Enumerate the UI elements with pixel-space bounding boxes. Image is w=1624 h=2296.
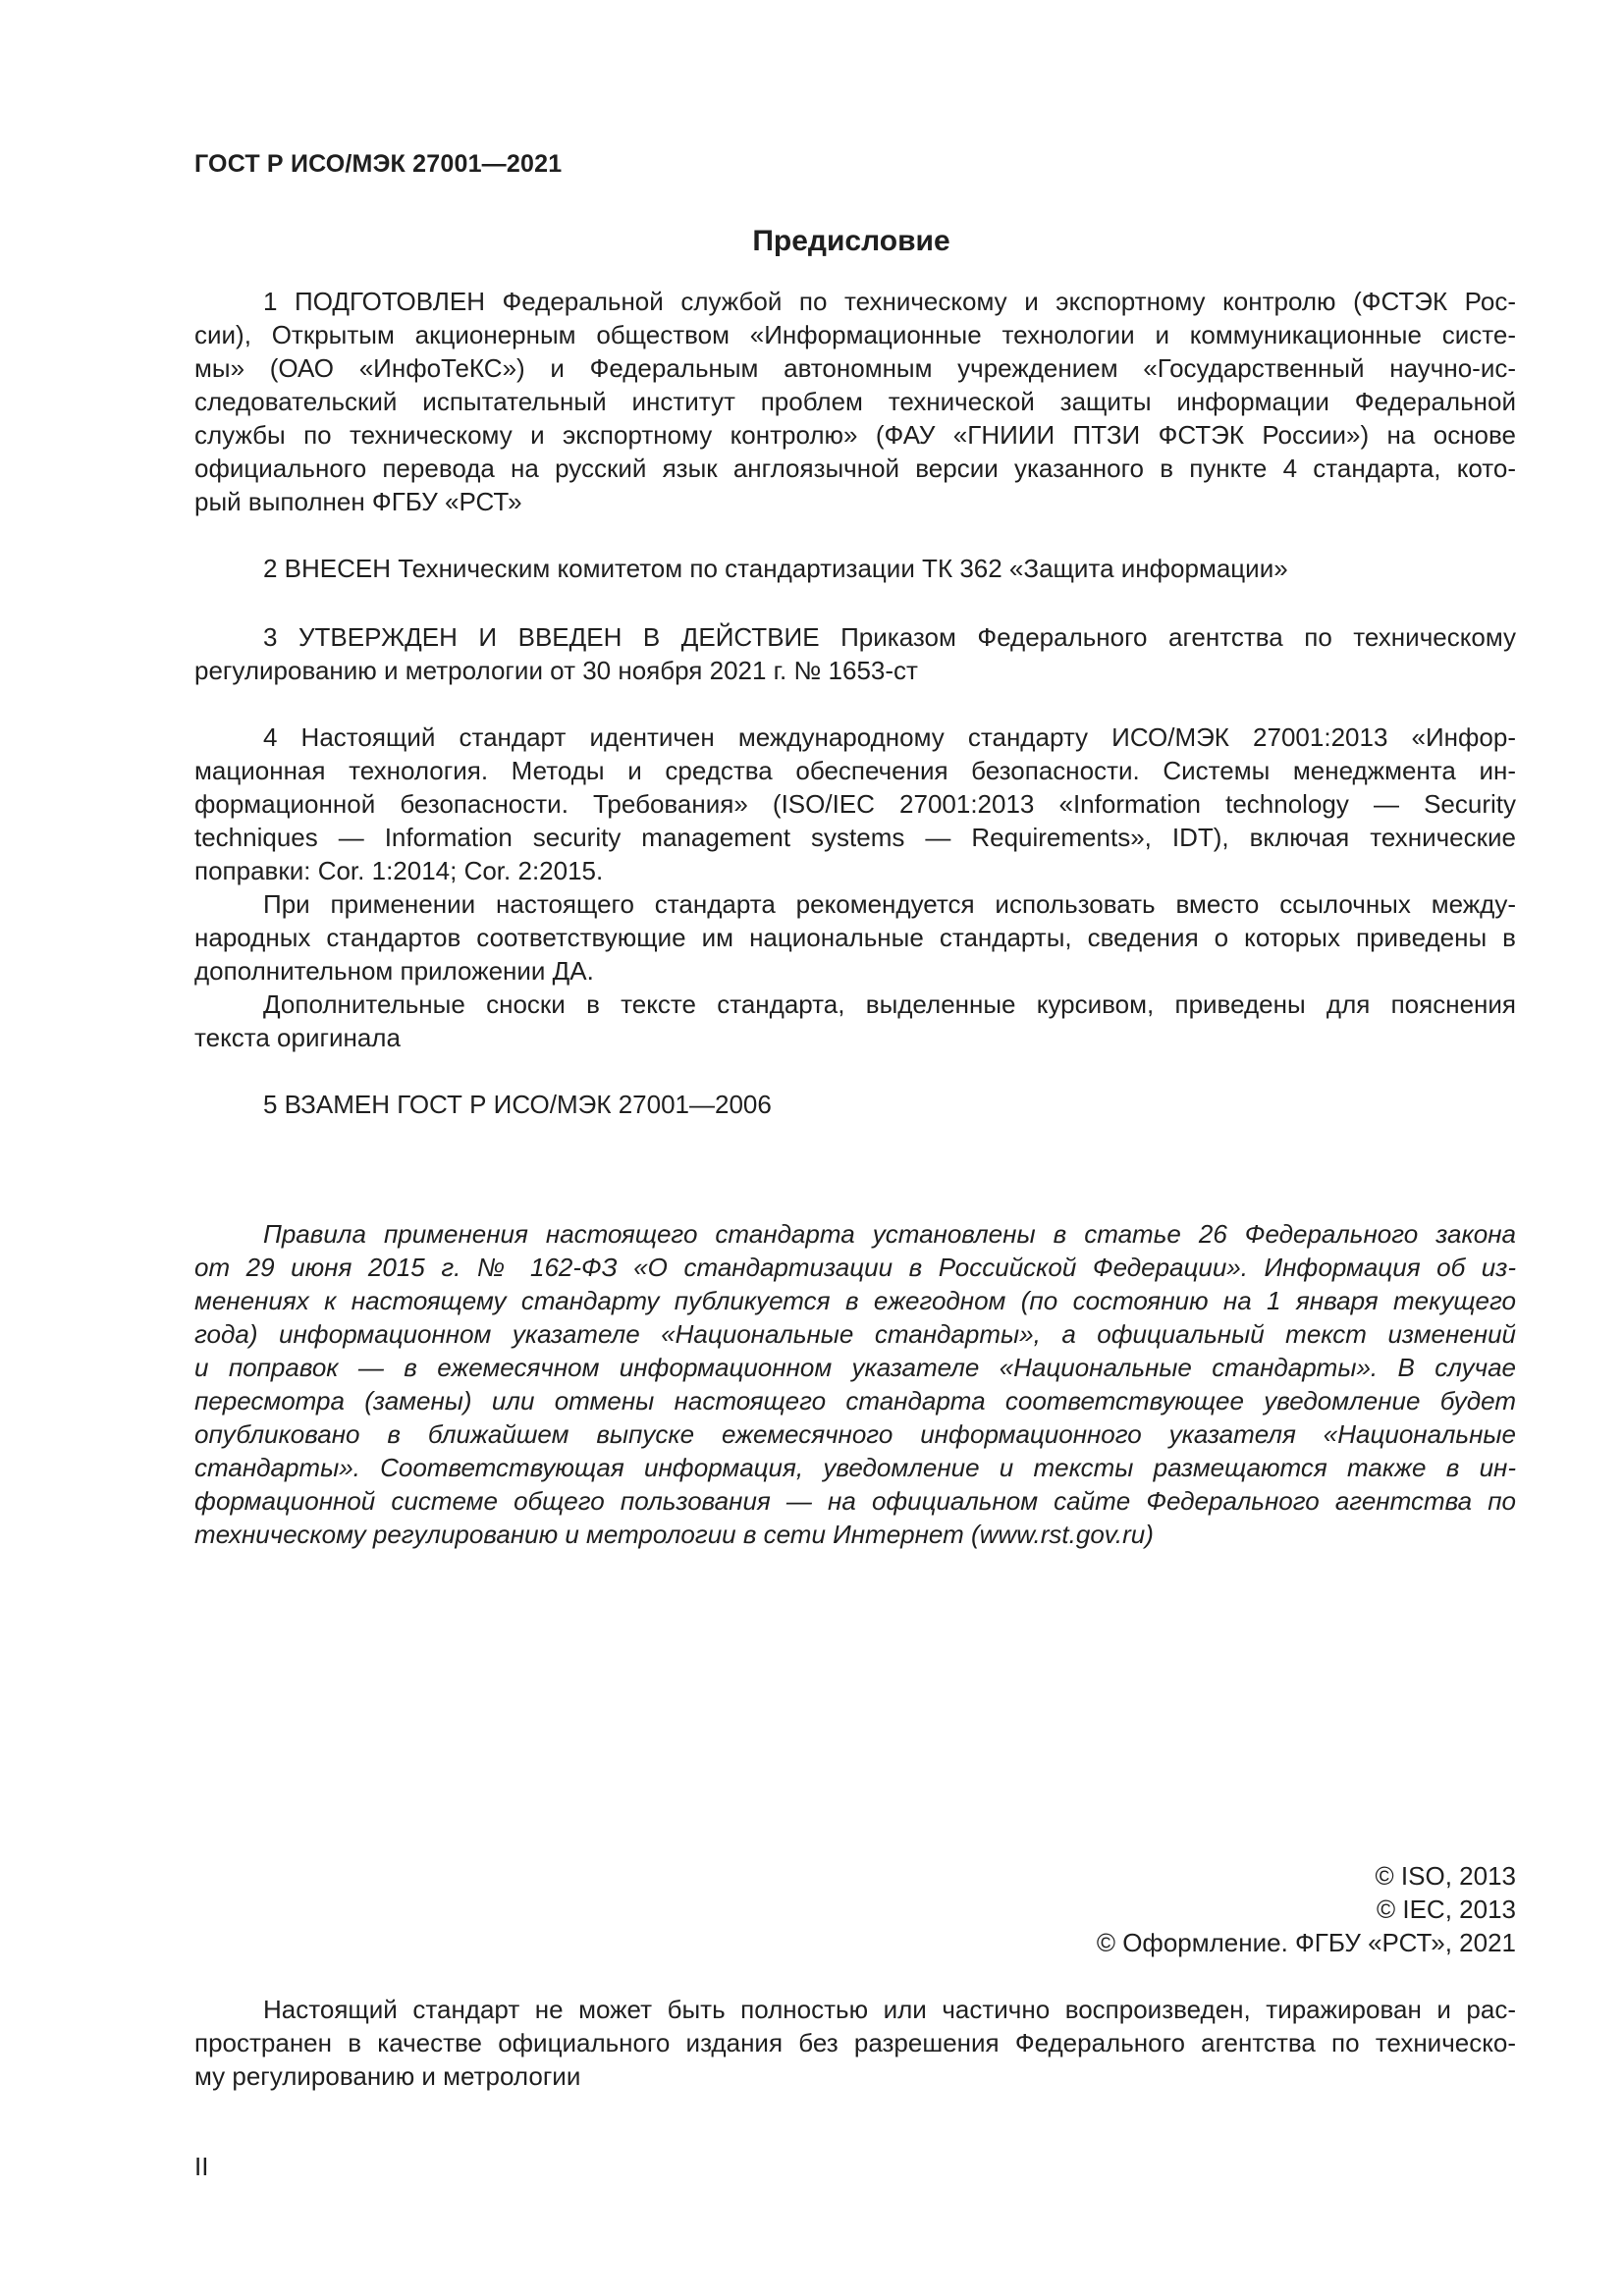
text-line: менениях к настоящему стандарту публикуется в ежегодном (по состоянию на 1 января текущего <box>194 1286 1516 1315</box>
text-line: 3 УТВЕРЖДЕН И ВВЕДЕН В ДЕЙСТВИЕ Приказом Федерального агентства по техническому <box>263 622 1516 652</box>
copyright-iec: © IEC, 2013 <box>1376 1895 1516 1924</box>
item-3-paragraph <box>194 620 1516 687</box>
text-line: мы» (ОАО «ИнфоТеКС») и Федеральным автономным учреждением «Государственный научно-ис- <box>194 353 1516 383</box>
text-line: опубликовано в ближайшем выпуске ежемесячного информационного указателя «Национальные <box>194 1419 1516 1449</box>
copyright-rst: © Оформление. ФГБУ «РСТ», 2021 <box>1096 1928 1516 1957</box>
text-line: дополнительном приложении ДА. <box>194 956 594 986</box>
page-title: Предисловие <box>752 225 950 257</box>
text-line: формационной безопасности. Требования» (ISO/IEC 27001:2013 «Information technology — Security <box>194 789 1516 819</box>
text-line: Настоящий стандарт не может быть полностью или частично воспроизведен, тиражирован и рас- <box>263 1995 1516 2024</box>
item-5-paragraph <box>194 1088 1516 1121</box>
text-line: 1 ПОДГОТОВЛЕН Федеральной службой по техническому и экспортному контролю (ФСТЭК Рос- <box>263 287 1516 316</box>
item-2-paragraph <box>194 552 1516 585</box>
item-1-paragraph <box>194 285 1516 518</box>
rules-notice <box>194 1217 1516 1551</box>
text-line: следовательский испытательный институт проблем технической защиты информации Федеральной <box>194 387 1516 416</box>
text-line: стандарты». Соответствующая информация, уведомление и тексты размещаются также в ин- <box>194 1453 1516 1482</box>
copyright-iso: © ISO, 2013 <box>1375 1861 1516 1891</box>
text-line: текста оригинала <box>194 1023 401 1052</box>
text-line: пересмотра (замены) или отмены настоящего стандарта соответствующее уведомление будет <box>194 1386 1516 1415</box>
reproduction-notice <box>194 1993 1516 2093</box>
text-line: регулированию и метрологии от 30 ноября 2021 г. № 1653-ст <box>194 656 918 685</box>
text-line: и поправок — в ежемесячном информационном указателе «Национальные стандарты». В случае <box>194 1353 1516 1382</box>
text-line: техническому регулированию и метрологии в сети Интернет (www.rst.gov.ru) <box>194 1520 1154 1549</box>
text-line: му регулированию и метрологии <box>194 2061 581 2091</box>
text-line: формационной системе общего пользования — на официальном сайте Федерального агентства по <box>194 1486 1516 1516</box>
text-line: Правила применения настоящего стандарта установлены в статье 26 Федерального закона <box>263 1219 1516 1249</box>
item-4-paragraph <box>194 721 1516 1054</box>
text-line: При применении настоящего стандарта рекомендуется использовать вместо ссылочных между- <box>263 889 1516 919</box>
text-line: года) информационном указателе «Национальные стандарты», а официальный текст изменений <box>194 1319 1516 1349</box>
text-line: службы по техническому и экспортному контролю» (ФАУ «ГНИИИ ПТЗИ ФСТЭК России») на основе <box>194 420 1516 450</box>
text-line: народных стандартов соответствующие им национальные стандарты, сведения о которых приведены в <box>194 923 1516 952</box>
text-line: 5 ВЗАМЕН ГОСТ Р ИСО/МЭК 27001—2006 <box>263 1090 772 1119</box>
text-line: techniques — Information security management systems — Requirements», IDT), включая технические <box>194 823 1516 852</box>
copyright-block <box>194 1859 1516 1959</box>
text-line: Дополнительные сноски в тексте стандарта, выделенные курсивом, приведены для пояснения <box>263 989 1516 1019</box>
text-line: пространен в качестве официального издания без разрешения Федерального агентства по техническо- <box>194 2028 1516 2057</box>
text-line: мационная технология. Методы и средства обеспечения безопасности. Системы менеджмента ин- <box>194 756 1516 785</box>
text-line: сии), Открытым акционерным обществом «Информационные технологии и коммуникационные систе- <box>194 320 1516 349</box>
text-line: 4 Настоящий стандарт идентичен международному стандарту ИСО/МЭК 27001:2013 «Инфор- <box>263 722 1516 752</box>
text-line: поправки: Cor. 1:2014; Cor. 2:2015. <box>194 856 604 885</box>
text-line: рый выполнен ФГБУ «РСТ» <box>194 487 522 516</box>
document-code-header: ГОСТ Р ИСО/МЭК 27001—2021 <box>194 150 563 178</box>
page-number: II <box>194 2152 209 2181</box>
text-line: официального перевода на русский язык англоязычной версии указанного в пункте 4 стандарта, кото- <box>194 454 1516 483</box>
text-line: от 29 июня 2015 г. № 162-ФЗ «О стандартизации в Российской Федерации». Информация об из- <box>194 1253 1516 1282</box>
text-line: 2 ВНЕСЕН Техническим комитетом по стандартизации ТК 362 «Защита информации» <box>263 554 1288 583</box>
